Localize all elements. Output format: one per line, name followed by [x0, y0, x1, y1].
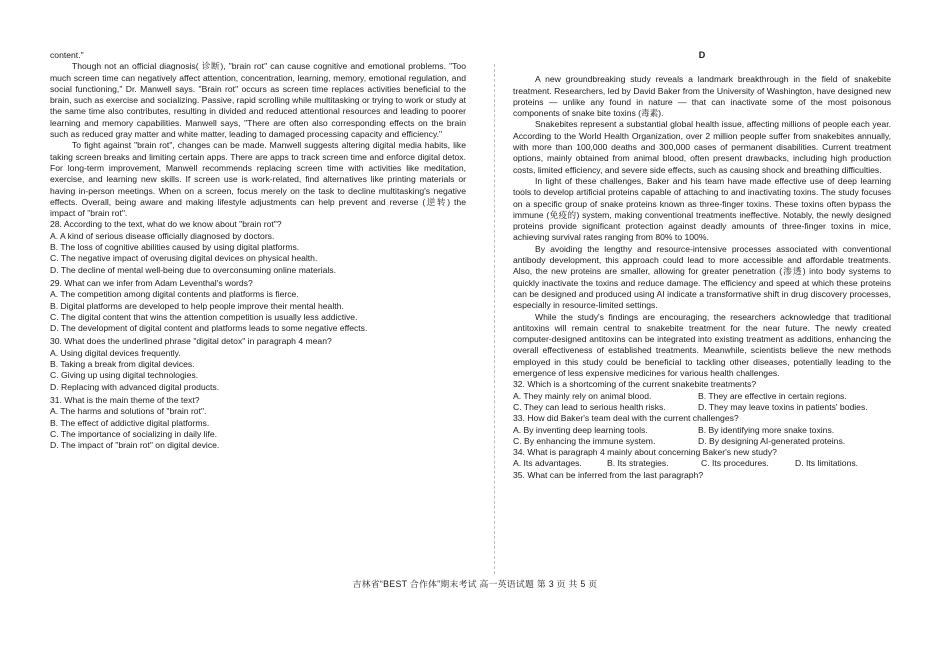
- question-30: [50, 336, 466, 392]
- question-stem: 31. What is the main theme of the text?: [50, 394, 200, 405]
- question-35: [513, 470, 891, 481]
- question-32: [513, 379, 891, 413]
- question-33: [513, 413, 891, 447]
- paragraph-4: To fight against "brain rot", changes can be made. Manwell suggests altering digital media habits, like taking screen breaks and limiting certain apps. There are apps to track screen time and enforce digital detox. For long-term improvement, Manwell recommends replacing screen time with activities like meditation, exercise, and learning new skills. If screen use is work-related, find alternatives like printing materials or having in-person meetings. When on a screen, focus merely on the task to decline multitasking's negative effects. Overall, being aware and making lifestyle adjustments can help prevent and reverse (逆转) the impact of "brain rot".: [50, 140, 466, 219]
- option-a: A. The competition among digital contents and platforms is fierce.: [50, 289, 299, 300]
- option-d: D. Its limitations.: [795, 458, 859, 469]
- option-b: B. Its strategies.: [607, 458, 669, 469]
- option-b: B. By identifying more snake toxins.: [698, 424, 835, 435]
- option-b: B. Digital platforms are developed to help people improve their mental health.: [50, 300, 344, 311]
- option-a: A. Its advantages.: [513, 458, 582, 469]
- option-d: D. The development of digital content and platforms leads to some negative effects.: [50, 323, 368, 334]
- question-stem: 33. How did Baker's team deal with the current challenges?: [513, 413, 739, 424]
- option-a: A. They mainly rely on animal blood.: [513, 390, 652, 401]
- option-d: D. They may leave toxins in patients' bodies.: [698, 401, 868, 412]
- option-c: C. The importance of socializing in daily life.: [50, 428, 218, 439]
- option-c: C. The digital content that wins the attention competition is usually less addictive.: [50, 311, 358, 322]
- lead-text: content.": [50, 50, 84, 60]
- question-29: [50, 278, 466, 334]
- option-d: D. By designing AI-generated proteins.: [698, 435, 846, 446]
- option-b: B. Taking a break from digital devices.: [50, 359, 195, 370]
- option-a: A. By inventing deep learning tools.: [513, 424, 648, 435]
- question-34: [513, 447, 891, 470]
- option-c: C. By enhancing the immune system.: [513, 435, 656, 446]
- option-b: B. They are effective in certain regions.: [698, 390, 847, 401]
- paragraph-3: Though not an official diagnosis( 诊断), "brain rot" can cause cognitive and emotional problems. "Too much screen time can negatively affect attention, concentration, learning, memory, emotional regulation, and social functioning," Dr. Manwell says. "Brain rot" occurs as screen time replaces activities beneficial to the brain, such as exercise and socializing. Passive, rapid scrolling while multitasking or trying to work or study at the same time also contributes, resulting in divided and reduced attentional resources and leading to poorer learning and memory capabilities. Manwell says, "There are often also corresponding effects on the brain such as reduced gray matter and white matter, leading to damaged processing capacity and efficiency.": [50, 61, 466, 140]
- question-stem: 35. What can be inferred from the last paragraph?: [513, 469, 704, 480]
- passage-d-paragraph-3: In light of these challenges, Baker and his team have made effective use of deep learning tools to develop artificial proteins capable of attaching to and inactivating toxins. The study focuses on a specific group of snake proteins known as three-finger toxins. These toxins often bypass the immune (免疫的) system, making conventional treatments ineffective. Notably, the newly designed proteins provide significant protection against deadly amounts of three-finger toxins in mice, achieving survival rates ranging from 80% to 100%.: [513, 175, 891, 243]
- option-c: C. Giving up using digital technologies.: [50, 370, 199, 381]
- question-stem: 32. Which is a shortcoming of the current snakebite treatments?: [513, 379, 757, 390]
- option-b: B. The effect of addictive digital platforms.: [50, 417, 210, 428]
- question-28: [50, 219, 466, 275]
- option-d: D. The decline of mental well-being due to overconsuming online materials.: [50, 264, 336, 275]
- option-d: D. Replacing with advanced digital products.: [50, 381, 220, 392]
- column-divider: [494, 64, 495, 574]
- option-d: D. The impact of "brain rot" on digital device.: [50, 440, 220, 451]
- page-footer: 吉林省“BEST 合作体”期末考试 高一英语试题 第 3 页 共 5 页: [352, 579, 598, 589]
- option-b: B. The loss of cognitive abilities caused by using digital platforms.: [50, 242, 300, 253]
- question-stem: 30. What does the underlined phrase "digital detox" in paragraph 4 mean?: [50, 336, 332, 347]
- passage-d-paragraph-5: While the study's findings are encouraging, the researchers acknowledge that traditional antitoxins will remain central to snakebite treatment for the near future. The newly created computer-designed antitoxins can be integrated into existing treatment as additions, enhancing the overall effectiveness of established treatments. Meanwhile, scientists believe the new methods employed in this study could be beneficial to tackling other diseases, potentially leading to the emergence of less expensive medicines for various health challenges.: [513, 311, 891, 379]
- option-a: A. The harms and solutions of "brain rot".: [50, 406, 207, 417]
- question-stem: 28. According to the text, what do we know about "brain rot"?: [50, 219, 282, 230]
- question-stem: 34. What is paragraph 4 mainly about concerning Baker's new study?: [513, 447, 777, 458]
- option-c: C. The negative impact of overusing digital devices on physical health.: [50, 253, 318, 264]
- passage-d-paragraph-4: By avoiding the lengthy and resource-intensive processes associated with conventional antibody development, this approach could lead to more accessible and affordable treatments. Also, the new proteins are smaller, allowing for greater penetration (渗透) into body systems to quickly inactivate the toxins and reduce damage. The efficiency and speed at which these proteins can be designed and produced using AI indicate a transformative shift in drug discovery processes, especially in resource-limited settings.: [513, 243, 891, 311]
- option-a: A. A kind of serious disease officially diagnosed by doctors.: [50, 230, 275, 241]
- option-c: C. Its procedures.: [701, 458, 769, 469]
- passage-heading: D: [698, 50, 706, 60]
- right-column: [513, 50, 891, 481]
- option-a: A. Using digital devices frequently.: [50, 347, 181, 358]
- question-stem: 29. What can we infer from Adam Leventhal's words?: [50, 277, 253, 288]
- left-column: [50, 50, 466, 451]
- passage-d-paragraph-1: A new groundbreaking study reveals a landmark breakthrough in the field of snakebite treatment. Researchers, led by David Baker from the University of Washington, have designed new proteins — unlike any found in nature — that can inactivate some of the most poisonous components of snake bite toxins (毒素).: [513, 74, 891, 119]
- question-31: [50, 395, 466, 451]
- option-c: C. They can lead to serious health risks.: [513, 401, 666, 412]
- passage-d-paragraph-2: Snakebites represent a substantial global health issue, affecting millions of people each year. According to the World Health Organization, over 2 million people suffer from snakebites annually, with more than 100,000 deaths and 300,000 cases of permanent disabilities. Current treatment options, mainly obtained from animal blood, often present drawbacks, including high production costs, limited efficiency, and severe side effects, such as causing shock and breathing difficulties.: [513, 119, 891, 175]
